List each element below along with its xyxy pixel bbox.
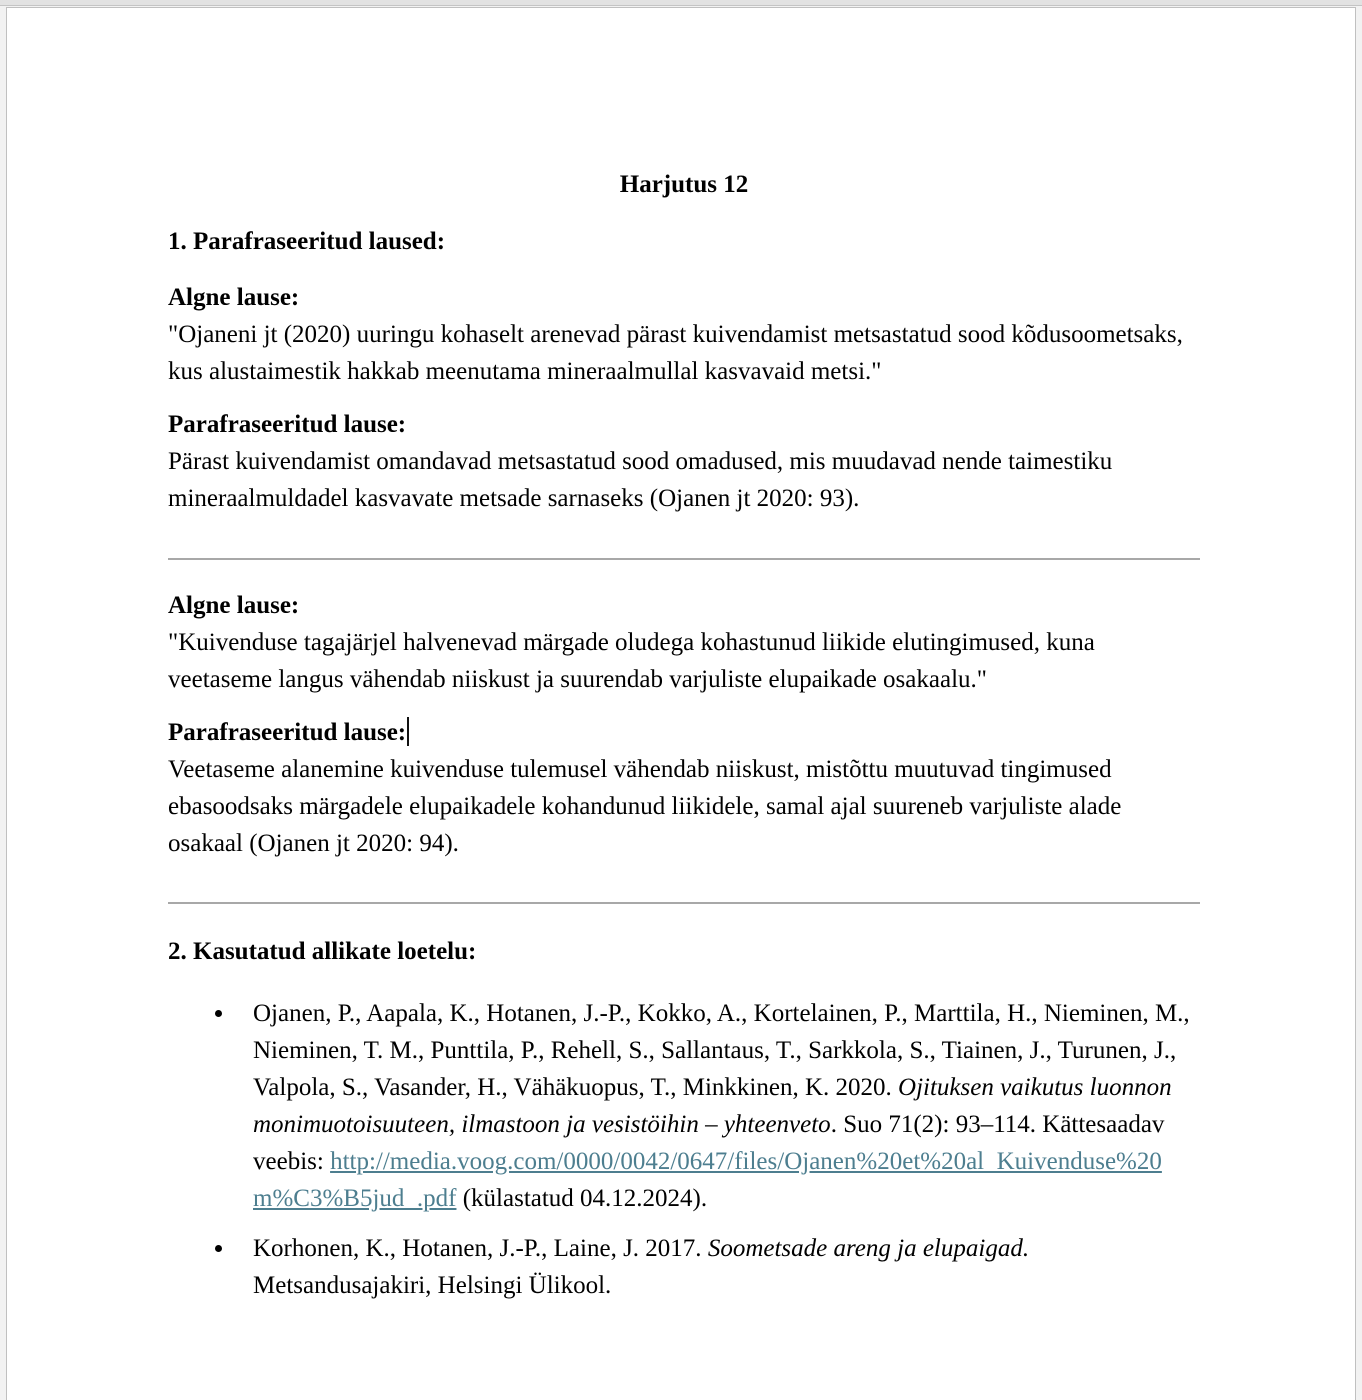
- bullet-icon: [215, 1010, 222, 1017]
- reference-details: Metsandusajakiri, Helsingi Ülikool.: [253, 1272, 612, 1299]
- reference-link[interactable]: http://media.voog.com/0000/0042/0647/files/Ojanen%20et%20al_Kuivenduse%20m%C3%B5jud_.pdf: [253, 1148, 1162, 1212]
- original-sentence-text: "Kuivenduse tagajärjel halvenevad märgade oludega kohastunud liikide elutingimused, kuna veetaseme langus vähendab niiskust ja suurendab varjuliste elupaikade osakaalu.": [168, 629, 1095, 693]
- app-chrome-edge: [0, 0, 1362, 6]
- paraphrase-label: Parafraseeritud lause:: [168, 411, 407, 438]
- bullet-icon: [215, 1245, 222, 1252]
- paraphrase-label: [168, 714, 1200, 751]
- original-sentence-text: "Ojaneni jt (2020) uuringu kohaselt arenevad pärast kuivendamist metsastatud sood kõdusoometsaks, kus alustaimestik hakkab meenutama mineraalmullal kasvavaid metsi.": [168, 321, 1183, 385]
- original-sentence-label: Algne lause:: [168, 592, 300, 619]
- page-title: Harjutus 12: [619, 171, 749, 198]
- section-divider: [168, 902, 1200, 904]
- reference-title-italic: Soometsade areng ja elupaigad.: [707, 1235, 1030, 1262]
- original-sentence-label: Algne lause:: [168, 284, 300, 311]
- reference-access-date: (külastatud 04.12.2024).: [456, 1185, 708, 1212]
- section-divider: [168, 558, 1200, 560]
- reference-list: [168, 995, 1200, 1304]
- document-content: [7, 8, 1355, 1304]
- reference-authors: Ojanen, P., Aapala, K., Hotanen, J.-P., Kokko, A., Kortelainen, P., Marttila, H., Nieminen, M., Nieminen, T. M., Punttila, P., Rehell, S., Sallantaus, T., Sarkkola, S., Tiainen, J., Turunen, J., Valpola, S., Vasander, H., Vähäkuopus, T., Minkkinen, K. 2020.: [253, 1000, 1190, 1101]
- reference-item: [168, 1230, 1200, 1304]
- text-cursor: [407, 717, 409, 746]
- paraphrase-text: Pärast kuivendamist omandavad metsastatud sood omadused, mis muudavad nende taimestiku mineraalmuldadel kasvavate metsade sarnaseks (Ojanen jt 2020: 93).: [168, 448, 1113, 512]
- reference-authors: Korhonen, K., Hotanen, J.-P., Laine, J. 2017.: [253, 1235, 708, 1262]
- document-page[interactable]: [6, 7, 1356, 1400]
- section1-heading: 1. Parafraseeritud laused:: [168, 228, 446, 255]
- paraphrase-label-text: Parafraseeritud lause:: [168, 719, 407, 746]
- reference-item: [168, 995, 1200, 1217]
- reference-title-italic: Ojituksen vaikutus luonnon monimuotoisuuteen, ilmastoon ja vesistöihin – yhteenveto: [253, 1074, 1172, 1138]
- paraphrase-text: Veetaseme alanemine kuivenduse tulemusel vähendab niiskust, mistõttu muutuvad tingimused ebasoodsaks märgadele elupaikadele kohandunud liikidele, samal ajal suureneb varjuliste alade osakaal (Ojanen jt 2020: 94).: [168, 756, 1122, 857]
- section2-heading: 2. Kasutatud allikate loetelu:: [168, 938, 477, 965]
- reference-details: . Suo 71(2): 93–114. Kättesaadav veebis:: [253, 1111, 1165, 1175]
